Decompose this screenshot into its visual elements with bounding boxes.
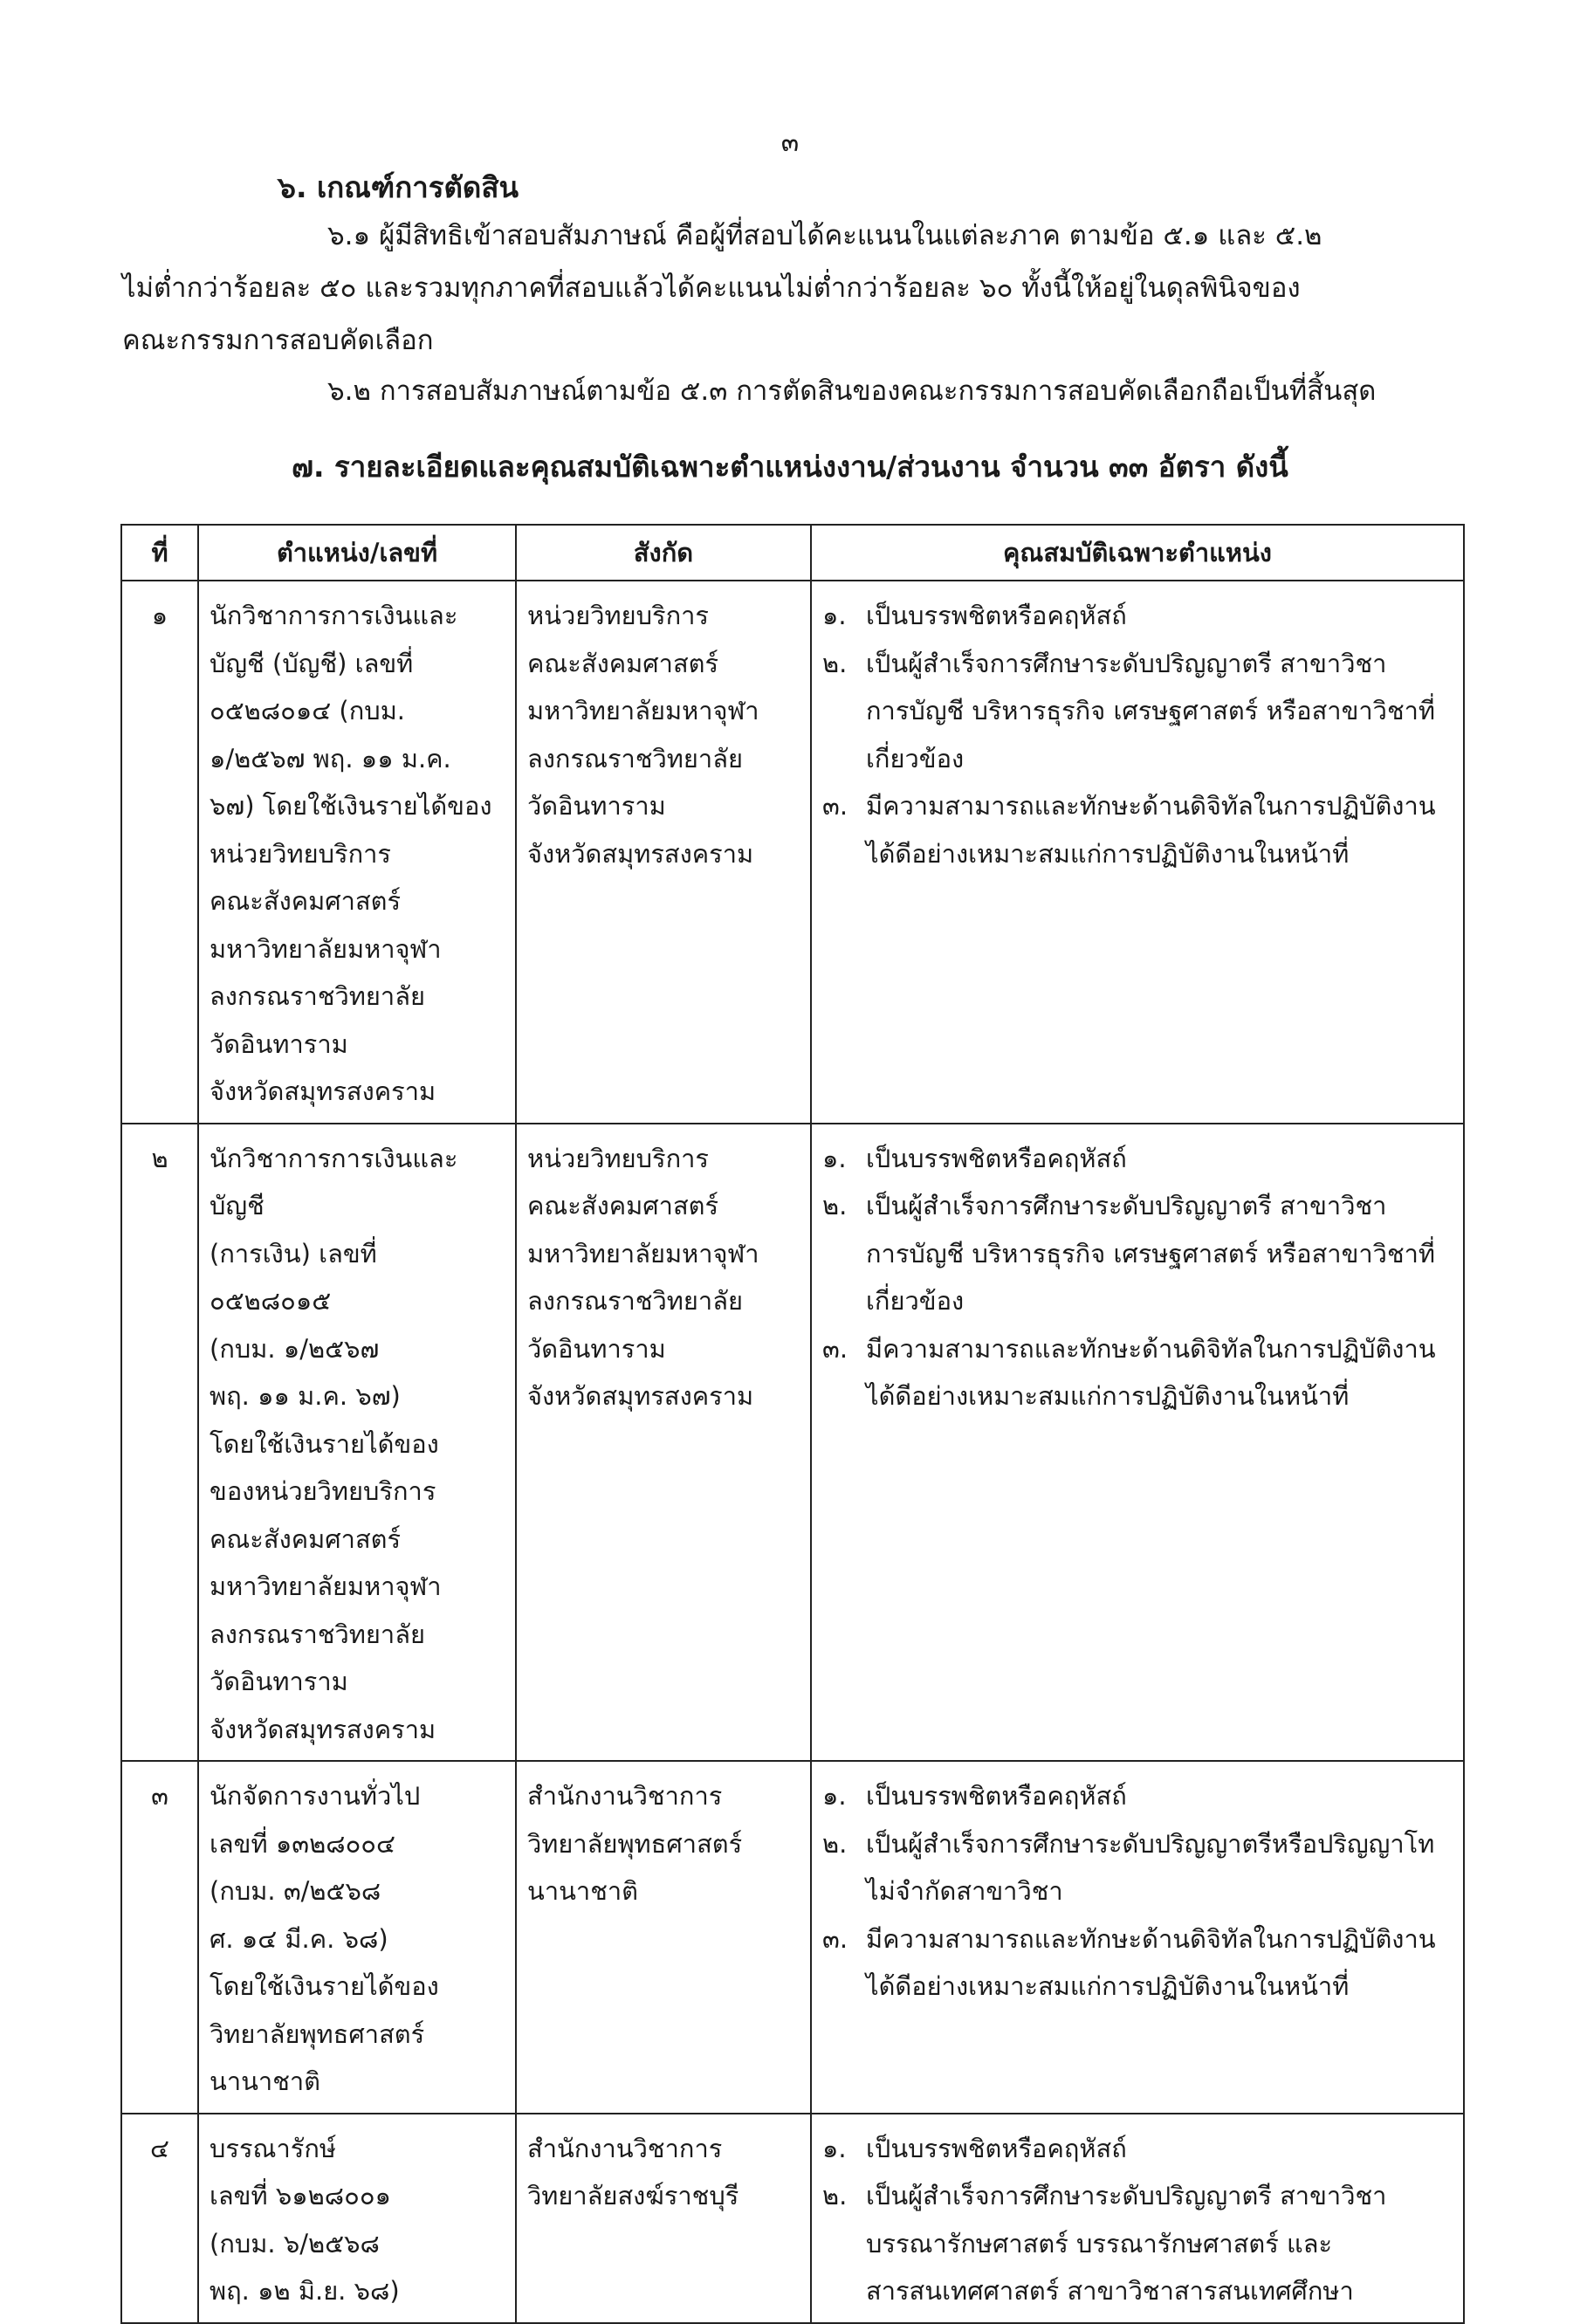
position-cell [198,1124,516,1762]
qualification-number: ๒. [822,2181,848,2211]
qualification-line: มีความสามารถและทักษะด้านดิจิทัลในการปฏิบัติงาน [866,791,1436,821]
qualification-text [866,2172,1453,2315]
affiliation-cell-line: มหาวิทยาลัยมหาจุฬา [527,1238,759,1269]
header-position: ตำแหน่ง/เลขที่ [198,525,516,581]
qualification-number: ๓. [822,791,848,821]
qualification-text [866,1135,1453,1183]
affiliation-cell-line: คณะสังคมศาสตร์ [527,1191,719,1220]
qualification-item [822,2172,1453,2315]
qualification-text [866,1182,1453,1325]
position-cell-line: ๑/๒๕๖๗ พฤ. ๑๑ ม.ค. [210,743,451,774]
position-cell-line: นานาชาติ [210,2066,321,2096]
position-cell-line: จังหวัดสมุทรสงคราม [210,1714,436,1744]
position-cell-line: มหาวิทยาลัยมหาจุฬา [210,933,442,964]
section-6-2-paragraph [122,365,1467,417]
affiliation-cell-line: วัดอินทาราม [527,1333,666,1364]
position-cell-line: ลงกรณราชวิทยาลัย [210,1619,425,1649]
affiliation-cell-line: วิทยาลัยสงฆ์ราชบุรี [527,2181,739,2211]
qualification-number: ๓. [822,1333,848,1364]
qualification-line: มีความสามารถและทักษะด้านดิจิทัลในการปฏิบัติงาน [866,1333,1436,1364]
position-cell-line: โดยใช้เงินรายได้ของ [210,1428,439,1459]
qualification-line: บรรณารักษศาสตร์ บรรณารักษศาสตร์ และ [866,2228,1333,2259]
position-cell-line: วัดอินทาราม [210,1667,348,1696]
position-cell-line: โดยใช้เงินรายได้ของ [210,1971,439,2001]
qualification-line: มีความสามารถและทักษะด้านดิจิทัลในการปฏิบัติงาน [866,1923,1436,1954]
row-number: ๔ [121,2114,198,2323]
qualification-number: ๓. [822,1923,848,1954]
position-cell-line: ของหน่วยวิทยบริการ [210,1476,436,1506]
qualifications-cell [811,581,1464,1124]
qualification-line: เป็นผู้สำเร็จการศึกษาระดับปริญญาตรี สาขาวิชา [866,2181,1387,2211]
qualification-number: ๒. [822,1828,848,1859]
affiliation-cell-line: หน่วยวิทยบริการ [527,1143,710,1173]
affiliation-cell-line: คณะสังคมศาสตร์ [527,648,719,678]
affiliation-cell-line: สำนักงานวิชาการ [527,2133,723,2163]
qualification-number: ๒. [822,648,848,678]
position-cell-line: (กบม. ๖/๒๕๖๘ [210,2228,380,2259]
qualification-line: การบัญชี บริหารธุรกิจ เศรษฐศาสตร์ หรือสาขาวิชาที่ [866,1238,1436,1269]
row-number: ๓ [121,1761,198,2114]
qualifications-cell [811,1761,1464,2114]
position-cell-line: ลงกรณราชวิทยาลัย [210,981,425,1011]
position-cell-line: หน่วยวิทยบริการ [210,838,392,869]
position-cell-line: นักจัดการงานทั่วไป [210,1781,421,1811]
qualification-text [866,1325,1453,1420]
qualification-number: ๑. [822,1781,847,1811]
qualification-text [866,1772,1453,1820]
para-line: ๖.๑ ผู้มีสิทธิเข้าสอบสัมภาษณ์ คือผู้ที่สอบได้คะแนนในแต่ละภาค ตามข้อ ๕.๑ และ ๕.๒ [327,220,1322,251]
qualification-line: เป็นบรรพชิตหรือคฤหัสถ์ [866,2133,1127,2163]
qualification-line: เป็นผู้สำเร็จการศึกษาระดับปริญญาตรีหรือปริญญาโท [866,1828,1435,1859]
qualification-line: สารสนเทศศาสตร์ สาขาวิชาสารสนเทศศึกษา [866,2276,1354,2306]
position-cell-line: บัญชี (บัญชี) เลขที่ [210,648,414,678]
position-cell [198,1761,516,2114]
qualification-item [822,1325,1453,1420]
position-cell-line: จังหวัดสมุทรสงคราม [210,1076,436,1106]
qualifications-cell [811,1124,1464,1762]
qualification-number: ๑. [822,1143,847,1173]
qualification-line: เกี่ยวข้อง [866,743,965,774]
position-cell-line: บรรณารักษ์ [210,2133,336,2163]
para-line: คณะกรรมการสอบคัดเลือก [122,325,434,356]
position-cell-line: มหาวิทยาลัยมหาจุฬา [210,1571,442,1601]
qualification-line: ได้ดีอย่างเหมาะสมแก่การปฏิบัติงานในหน้าที่ [866,1381,1350,1411]
qualification-text [866,640,1453,783]
qualification-item [822,1182,1453,1325]
table-header-row [121,525,1464,581]
section-7-heading: ๗. รายละเอียดและคุณสมบัติเฉพาะตำแหน่งงาน/ส่วนงาน จำนวน ๓๓ อัตรา ดังนี้ [292,450,1288,484]
page-number: ๓ [780,127,800,158]
qualification-line: ไม่จำกัดสาขาวิชา [866,1876,1063,1906]
position-cell-line: นักวิชาการการเงินและบัญชี [210,1143,458,1220]
table-row [121,1124,1464,1762]
affiliation-cell [516,1761,811,2114]
position-cell [198,581,516,1124]
qualification-number: ๑. [822,601,847,630]
position-cell-line: ศ. ๑๔ มี.ค. ๖๘) [210,1923,388,1954]
affiliation-cell-line: ลงกรณราชวิทยาลัย [527,743,743,774]
position-cell-line: ๖๗) โดยใช้เงินรายได้ของ [210,791,492,821]
position-cell-line: (กบม. ๓/๒๕๖๘ [210,1876,381,1906]
para-line: ๖.๒ การสอบสัมภาษณ์ตามข้อ ๕.๓ การตัดสินของคณะกรรมการสอบคัดเลือกถือเป็นที่สิ้นสุด [327,375,1377,407]
affiliation-cell-line: มหาวิทยาลัยมหาจุฬา [527,696,759,725]
section-6-1-paragraph [122,210,1467,367]
qualification-text [866,782,1453,877]
table-row [121,581,1464,1124]
affiliation-cell-line: วิทยาลัยพุทธศาสตร์ [527,1828,743,1859]
qualification-item [822,592,1453,640]
position-cell-line: (กบม. ๑/๒๕๖๗ [210,1333,380,1364]
position-cell-line: ๐๕๒๘๐๑๔ (กบม. [210,696,406,725]
table-row [121,2114,1464,2323]
affiliation-cell [516,2114,811,2323]
qualification-item [822,640,1453,783]
header-no: ที่ [121,525,198,581]
affiliation-cell-line: วัดอินทาราม [527,791,666,821]
position-cell-line: วิทยาลัยพุทธศาสตร์ [210,2018,425,2049]
position-cell-line: พฤ. ๑๒ มิ.ย. ๖๘) [210,2276,400,2306]
qualification-item [822,1135,1453,1183]
affiliation-cell-line: จังหวัดสมุทรสงคราม [527,1381,754,1411]
qualification-number: ๑. [822,2133,847,2163]
position-cell-line: คณะสังคมศาสตร์ [210,886,402,916]
affiliation-cell-line: จังหวัดสมุทรสงคราม [527,838,754,869]
position-cell-line: นักวิชาการการเงินและ [210,601,458,630]
qualification-line: ได้ดีอย่างเหมาะสมแก่การปฏิบัติงานในหน้าที่ [866,838,1350,869]
header-affiliation: สังกัด [516,525,811,581]
qualification-line: เป็นบรรพชิตหรือคฤหัสถ์ [866,601,1127,630]
position-cell-line: คณะสังคมศาสตร์ [210,1523,402,1554]
qualification-item [822,1772,1453,1820]
qualification-item [822,1820,1453,1915]
section-6-heading: ๖. เกณฑ์การตัดสิน [278,170,519,204]
position-cell-line: พฤ. ๑๑ ม.ค. ๖๗) [210,1381,401,1411]
affiliation-cell-line: ลงกรณราชวิทยาลัย [527,1286,743,1316]
qualification-line: เกี่ยวข้อง [866,1286,965,1316]
qualification-text [866,2125,1453,2173]
position-cell-line: เลขที่ ๖๑๒๘๐๐๑ [210,2181,391,2211]
qualification-item [822,1915,1453,2011]
qualification-line: ได้ดีอย่างเหมาะสมแก่การปฏิบัติงานในหน้าที่ [866,1971,1350,2001]
affiliation-cell-line: สำนักงานวิชาการ [527,1781,723,1811]
qualification-line: เป็นผู้สำเร็จการศึกษาระดับปริญญาตรี สาขาวิชา [866,648,1387,678]
qualification-line: การบัญชี บริหารธุรกิจ เศรษฐศาสตร์ หรือสาขาวิชาที่ [866,696,1436,725]
row-number: ๑ [121,581,198,1124]
qualification-item [822,782,1453,877]
qualification-line: เป็นบรรพชิตหรือคฤหัสถ์ [866,1781,1127,1811]
affiliation-cell-line: นานาชาติ [527,1876,639,1906]
positions-table [120,524,1465,2324]
position-cell-line: วัดอินทาราม [210,1028,348,1059]
header-qualifications: คุณสมบัติเฉพาะตำแหน่ง [811,525,1464,581]
para-line: ไม่ต่ำกว่าร้อยละ ๕๐ และรวมทุกภาคที่สอบแล้วได้คะแนนไม่ต่ำกว่าร้อยละ ๖๐ ทั้งนี้ให้อยู่ในดุลพินิจของ [122,272,1301,304]
position-cell [198,2114,516,2323]
qualification-item [822,2125,1453,2173]
row-number: ๒ [121,1124,198,1762]
affiliation-cell-line: หน่วยวิทยบริการ [527,601,710,630]
qualification-line: เป็นบรรพชิตหรือคฤหัสถ์ [866,1143,1127,1173]
qualification-text [866,1915,1453,2011]
qualification-number: ๒. [822,1191,848,1220]
table-row [121,1761,1464,2114]
qualification-line: เป็นผู้สำเร็จการศึกษาระดับปริญญาตรี สาขาวิชา [866,1191,1387,1220]
affiliation-cell [516,1124,811,1762]
qualification-text [866,1820,1453,1915]
qualifications-cell [811,2114,1464,2323]
affiliation-cell [516,581,811,1124]
position-cell-line: (การเงิน) เลขที่ ๐๕๒๘๐๑๕ [210,1238,377,1316]
qualification-text [866,592,1453,640]
position-cell-line: เลขที่ ๑๓๒๘๐๐๔ [210,1828,395,1859]
